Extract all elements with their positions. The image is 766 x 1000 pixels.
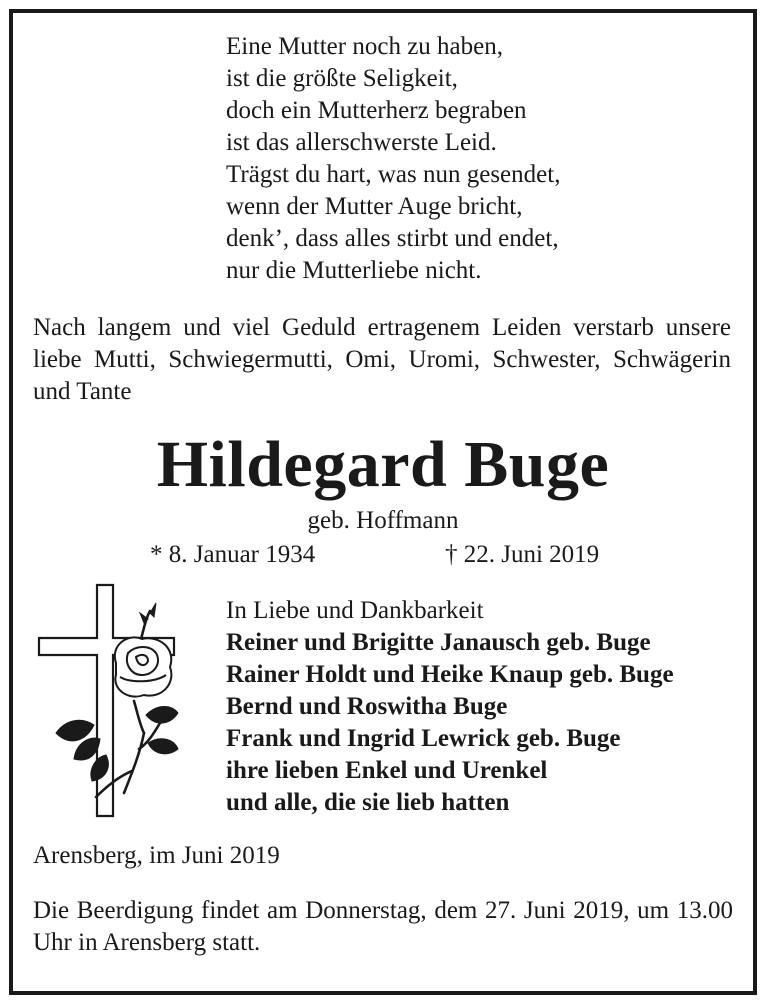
poem-line: wenn der Mutter Auge bricht,	[226, 193, 523, 220]
poem-line: denk’, dass alles stirbt und endet,	[226, 225, 559, 252]
memorial-poem	[226, 31, 560, 287]
birth-name: geb. Hoffmann	[307, 507, 459, 534]
poem-line: nur die Mutterliebe nicht.	[226, 257, 482, 284]
poem-line: doch ein Mutterherz begraben	[226, 97, 527, 124]
poem-line: ist das allerschwerste Leid.	[226, 129, 497, 156]
mourners-lead: In Liebe und Dankbarkeit	[226, 597, 484, 624]
cross-with-rose-icon	[36, 583, 181, 818]
mourner-name: und alle, die sie lieb hatten	[226, 789, 510, 816]
funeral-notice: Die Beerdigung findet am Donnerstag, dem 27. Juni 2019, um 13.00 Uhr in Arensberg statt.	[33, 897, 733, 956]
place-date: Arensberg, im Juni 2019	[33, 842, 280, 869]
poem-line: Trägst du hart, was nun gesendet,	[226, 161, 561, 188]
mourners-list	[226, 595, 674, 819]
poem-line: ist die größte Seligkeit,	[226, 65, 458, 92]
birth-date: * 8. Januar 1934	[150, 541, 316, 568]
mourner-name: Frank und Ingrid Lewrick geb. Buge	[226, 725, 621, 752]
poem-line: Eine Mutter noch zu haben,	[226, 33, 503, 60]
mourner-name: Rainer Holdt und Heike Knaup geb. Buge	[226, 661, 674, 688]
mourner-name: Bernd und Roswitha Buge	[226, 693, 508, 720]
death-date: † 22. Juni 2019	[445, 541, 600, 568]
announcement-text: Nach langem und viel Geduld ertragenem Leiden verstarb unsere liebe Mutti, Schwiegermutti, Omi, Uromi, Schwester, Schwägerin und Tante	[33, 314, 731, 405]
mourner-name: Reiner und Brigitte Janausch geb. Buge	[226, 629, 651, 656]
deceased-name: Hildegard Buge	[156, 428, 610, 501]
mourner-name: ihre lieben Enkel und Urenkel	[226, 757, 548, 784]
